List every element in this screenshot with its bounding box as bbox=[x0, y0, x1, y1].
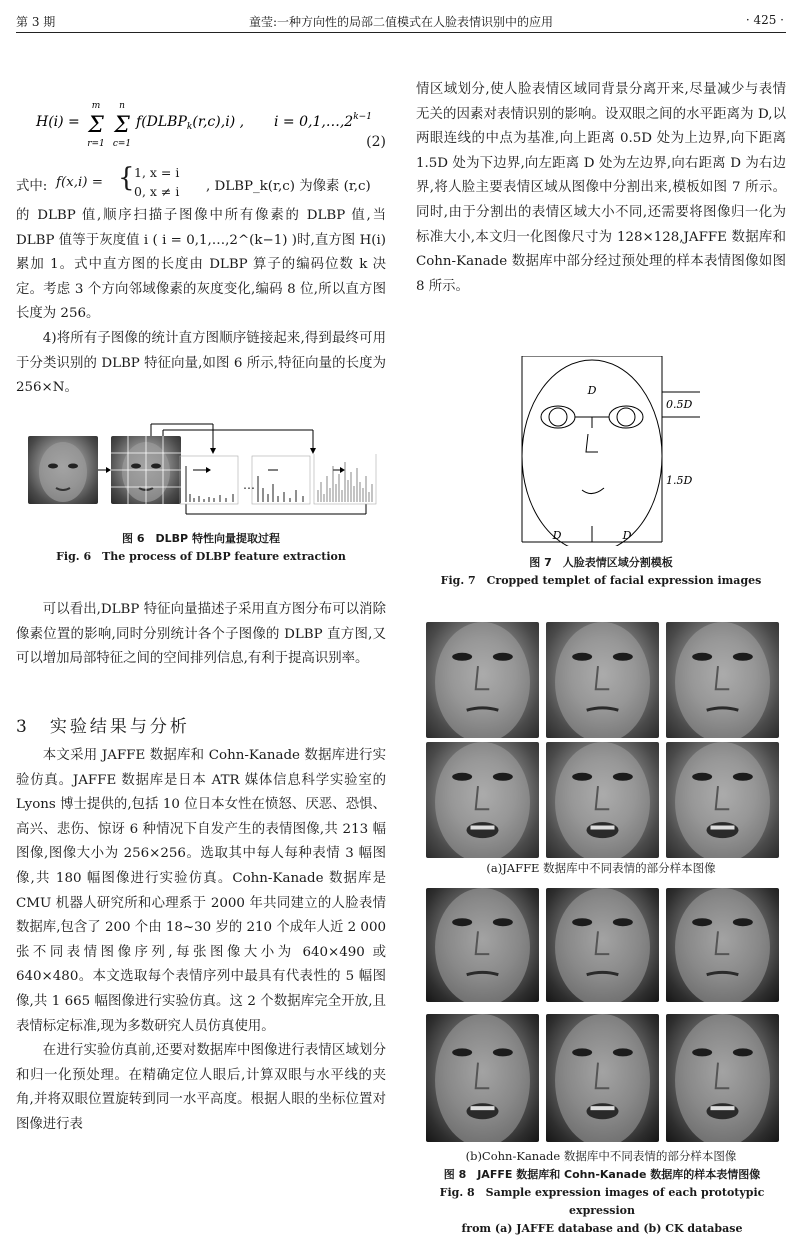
histograms bbox=[178, 454, 378, 508]
ck-sample-image bbox=[666, 888, 779, 1002]
jaffe-sample-image bbox=[666, 622, 779, 738]
label-d-left: D bbox=[552, 529, 562, 542]
figure-7-caption bbox=[416, 554, 786, 590]
grid-overlay bbox=[111, 436, 181, 504]
figure-7-caption-en: Fig. 7 Cropped templet of facial expression images bbox=[440, 574, 762, 587]
left-column-top bbox=[16, 204, 386, 401]
running-header bbox=[0, 0, 802, 34]
jaffe-sample-image bbox=[546, 742, 659, 858]
page-number: · 425 · bbox=[745, 13, 784, 27]
fig6-ellipsis: … bbox=[243, 478, 255, 492]
ck-sample-image bbox=[426, 888, 539, 1002]
figure-6-caption bbox=[16, 530, 386, 566]
sum-upper-1: m bbox=[91, 101, 101, 111]
sum-upper-2: n bbox=[119, 101, 125, 111]
svg-text:Σ: Σ bbox=[88, 113, 104, 138]
paragraph-region-division: 情区域划分,使人脸表情区域同背景分离开来,尽量减少与表情无关的因素对表情识别的影响。设双眼之间的水平距离为 D,以两眼连线的中点为基准,向上距离 0.5D 处为上边界,向下距离 1.5D 处为下边界,向左距离 D 处为左边界,向右距离 D 为右边界,将人脸主要表情区域从图像中分割出来,模板如图 7 所示。同时,由于分割出的表情区域大小不同,还需要将图像归一化为标准大小,本文归一化图像尺寸为 128×128,JAFFE 数据库和 Cohn-Kanade 数据库中部分经过预处理的样本表情图像如图 8 所示。 bbox=[416, 82, 786, 294]
figure-7-template bbox=[500, 356, 720, 546]
ck-sample-image bbox=[546, 888, 659, 1002]
paragraph-databases: 本文采用 JAFFE 数据库和 Cohn-Kanade 数据库进行实验仿真。JAFFE 数据库是日本 ATR 媒体信息科学实验室的 Lyons 博士提供的,包括 10 位日本女性在愤怒、厌恶、恐惧、高兴、悲伤、惊讶 6 种情况下自发产生的表情图像,共 213 幅图像,图像大小为 256×256。选取其中每人每种表情 3 幅图像,共 180 幅图像进行实验仿真。Cohn-Kanade 数据库是 CMU 机器人研究所和心理系于 2000 年共同建立的人脸表情数据库,包含了 200 个由 18~30 岁的 210 个成年人近 2 000 张不同表情图像序列,每张图像大小为 640×490 或 640×480。本文选取每个表情序列中最具有代表性的 5 幅图像,共 1 665 幅图像进行实验仿真。这 2 个数据库完全开放,且表情标定标准,现为多数研究人员仿真使用。 bbox=[16, 748, 386, 1034]
svg-text:Σ: Σ bbox=[114, 113, 130, 138]
ck-sample-image bbox=[546, 1014, 659, 1142]
equation-2 bbox=[30, 90, 386, 164]
where-suffix: , DLBP_k(r,c) 为像素 (r,c) bbox=[206, 179, 371, 194]
svg-text:f(DLBPk(r,c),i) ,: $f(DLBP_k(r,c),i)$ , bbox=[136, 114, 245, 132]
brace: { bbox=[118, 163, 135, 193]
figure-8a-caption: (a)JAFFE 数据库中不同表情的部分样本图像 bbox=[486, 861, 716, 875]
figure-8b-caption: (b)Cohn-Kanade 数据库中不同表情的部分样本图像 bbox=[465, 1149, 737, 1163]
figure-6-caption-cn: 图 6 DLBP 特性向量提取过程 bbox=[122, 532, 280, 545]
figure-8-caption-en-1: Fig. 8 Sample expression images of each prototypic expression bbox=[439, 1186, 765, 1217]
case-1: 1, x = i bbox=[134, 165, 180, 180]
paragraph-preprocessing: 在进行实验仿真前,还要对数据库中图像进行表情区域划分和归一化预处理。在精确定位人眼后,计算双眼与水平线的夹角,并将双眼位置旋转到同一水平高度。根据人眼的坐标位置对图像进行表 bbox=[16, 1043, 386, 1132]
paragraph-step4: 4)将所有子图像的统计直方图顺序链接起来,得到最终可用于分类识别的 DLBP 特征向量,如图 6 所示,特征向量的长度为 256×N。 bbox=[16, 330, 386, 396]
sum-lower-2: c=1 bbox=[112, 139, 132, 149]
equation-number: (2) bbox=[366, 134, 386, 150]
issue-number: 第 3 期 bbox=[16, 15, 56, 29]
ck-sample-image bbox=[666, 1014, 779, 1142]
svg-text:i = 0,1,…,2k−1: $i = 0,1,\dots,2^k-1$ bbox=[274, 112, 372, 130]
jaffe-sample-image bbox=[426, 622, 539, 738]
running-title: 童莹:一种方向性的局部二值模式在人脸表情识别中的应用 bbox=[248, 15, 554, 29]
equation-graphic bbox=[30, 90, 386, 160]
figure-8-caption bbox=[408, 1166, 796, 1238]
label-half-d: 0.5D bbox=[666, 398, 693, 411]
figure-6 bbox=[28, 418, 378, 518]
piecewise-lhs: f(x,i) = bbox=[56, 175, 103, 190]
right-column-top bbox=[416, 78, 786, 299]
paragraph-conclusion: 可以看出,DLBP 特征向量描述子采用直方图分布可以消除像素位置的影响,同时分别统计各个子图像的 DLBP 直方图,又可以增加局部特征之间的空间排列信息,有利于提高识别率。 bbox=[16, 602, 386, 667]
header-rule bbox=[16, 32, 786, 33]
where-prefix: 式中: bbox=[16, 179, 48, 194]
figure-8-caption-cn: 图 8 JAFFE 数据库和 Cohn-Kanade 数据库的样本表情图像 bbox=[443, 1168, 761, 1181]
label-one-half-d: 1.5D bbox=[666, 474, 693, 487]
jaffe-sample-image bbox=[546, 622, 659, 738]
left-column-mid bbox=[16, 598, 386, 672]
sum-lower-1: r=1 bbox=[87, 139, 105, 149]
left-column-bottom bbox=[16, 744, 386, 1138]
section-3-heading: 3 实验结果与分析 bbox=[16, 717, 190, 737]
face-sketch bbox=[28, 436, 98, 504]
jaffe-sample-image bbox=[666, 742, 779, 858]
figure-7-caption-cn: 图 7 人脸表情区域分割模板 bbox=[529, 556, 673, 569]
svg-text:H(i) =: H(i) = bbox=[36, 114, 80, 130]
label-d-top: D bbox=[587, 384, 597, 397]
label-d-right: D bbox=[622, 529, 632, 542]
figure-8-caption-en-2: from (a) JAFFE database and (b) CK database bbox=[461, 1222, 743, 1235]
where-line bbox=[16, 165, 386, 205]
face-image bbox=[28, 436, 98, 504]
face-image-grid bbox=[111, 436, 181, 504]
jaffe-sample-image bbox=[426, 742, 539, 858]
figure-6-caption-en: Fig. 6 The process of DLBP feature extraction bbox=[56, 550, 346, 563]
case-2: 0, x ≠ i bbox=[134, 184, 180, 199]
paragraph-dlbp-histogram: 的 DLBP 值,顺序扫描子图像中所有像素的 DLBP 值,当 DLBP 值等于灰度值 i ( i = 0,1,…,2^(k−1) )时,直方图 H(i) 累加 1。式中直方图的长度由 DLBP 算子的编码位数 k 决定。考虑 3 个方向邻域像素的灰度变化,编码 8 位,所以直方图长度为 256。 bbox=[16, 208, 386, 322]
ck-sample-image bbox=[426, 1014, 539, 1142]
